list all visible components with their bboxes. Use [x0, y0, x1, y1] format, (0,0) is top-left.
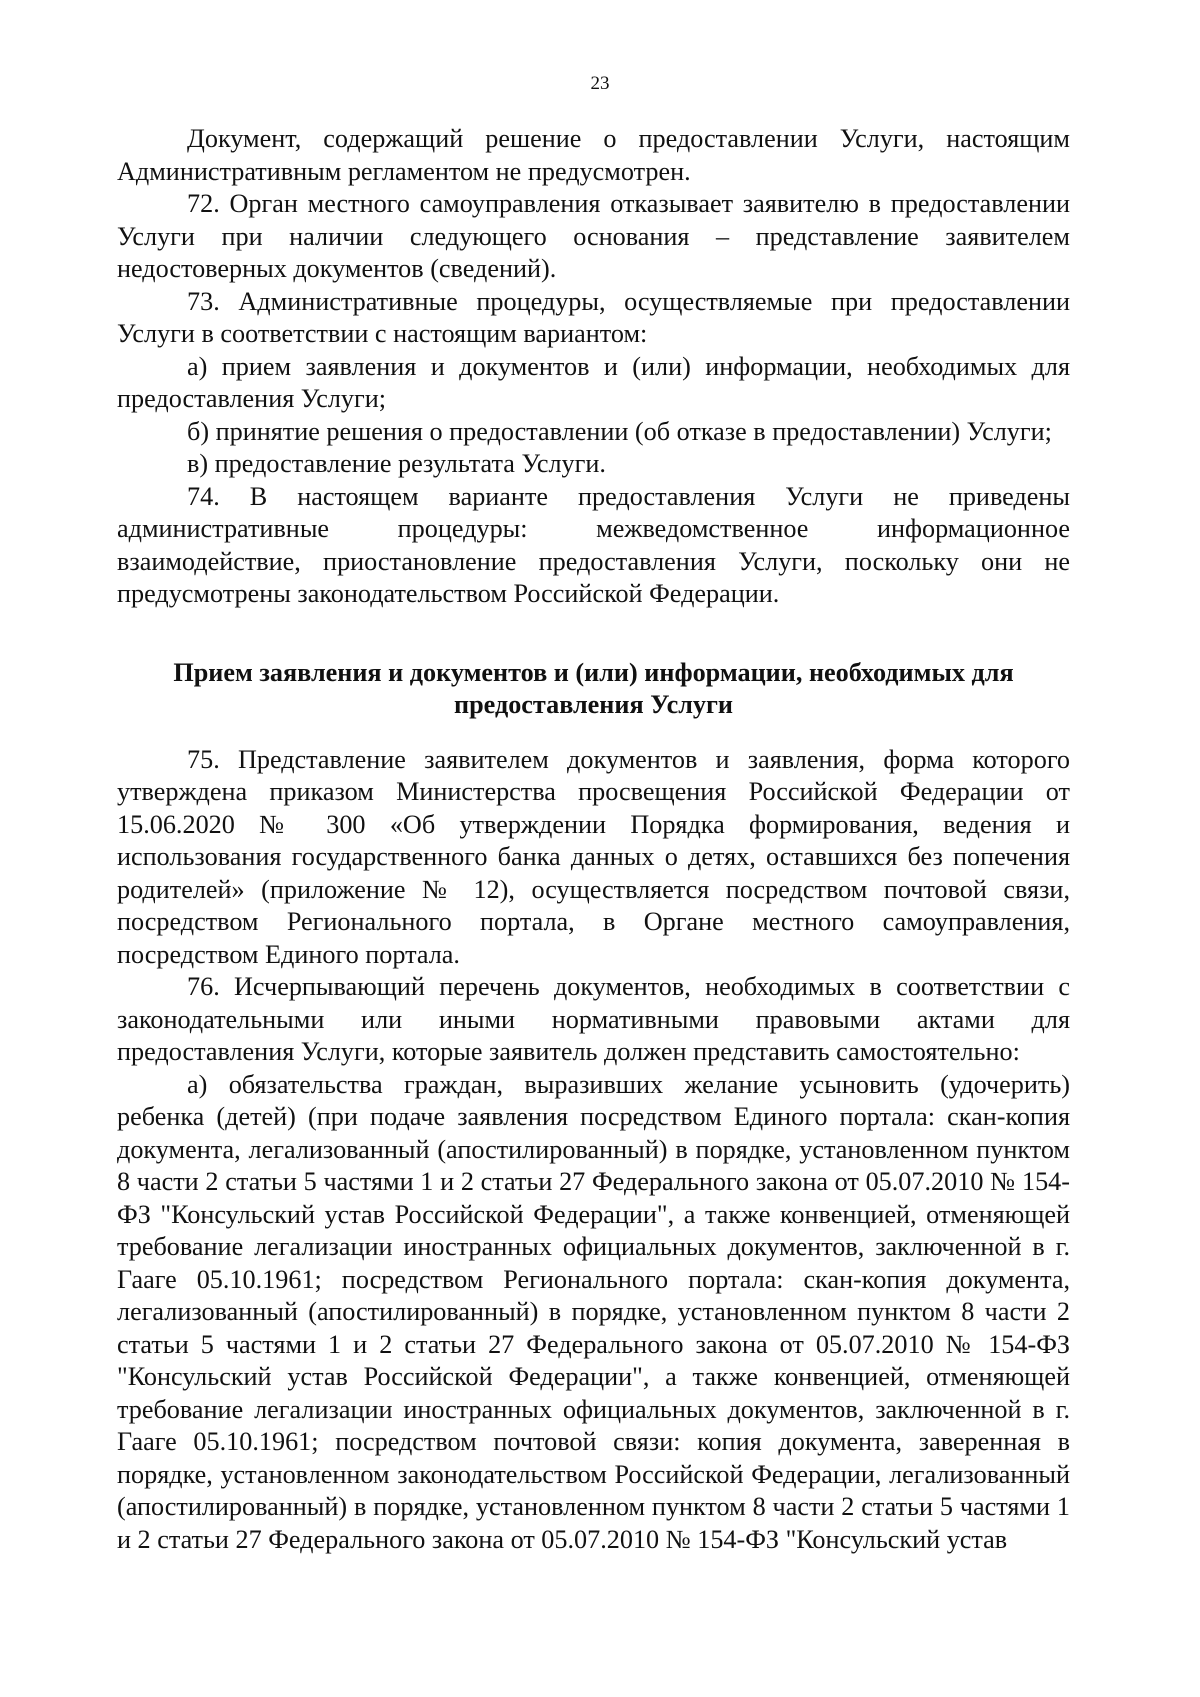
paragraph-75: 75. Представление заявителем документов и заявления, форма которого утверждена приказом Министерства просвещения Российской Федерации от 15.06.2020 № 300 «Об утверждении Порядка формирования, ведения и использования государственного банка данных о детях, оставшихся без попечения родителей» (приложение № 12), осуществляется посредством почтовой связи, посредством Регионального портала, в Органе местного самоуправления, посредством Единого портала. [117, 744, 1070, 969]
document-body [117, 123, 1070, 1556]
paragraph-72: 72. Орган местного самоуправления отказывает заявителю в предоставлении Услуги при наличии следующего основания – представление заявителем недостоверных документов (сведений). [117, 189, 1070, 283]
list-item-b: б) принятие решения о предоставлении (об отказе в предоставлении) Услуги; [187, 416, 1052, 446]
paragraph-76: 76. Исчерпывающий перечень документов, необходимых в соответствии с законодательными или иными нормативными правовыми актами для предоставления Услуги, которые заявитель должен представить самостоятельно: [117, 972, 1070, 1066]
page-number: 23 [590, 73, 610, 94]
list-item-v: в) предоставление результата Услуги. [187, 449, 606, 478]
list-item-76a: а) обязательства граждан, выразивших желание усыновить (удочерить) ребенка (детей) (при подаче заявления посредством Единого портала: скан-копия документа, легализованный (апостилированный) в порядке, установленном пунктом 8 части 2 статьи 5 частями 1 и 2 статьи 27 Федерального закона от 05.07.2010 № 154-ФЗ "Консульский устав Российской Федерации", а также конвенцией, отменяющей требование легализации иностранных официальных документов, заключенной в г. Гааге 05.10.1961; посредством Регионального портала: скан-копия документа, легализованный (апостилированный) в порядке, установленном пунктом 8 части 2 статьи 5 частями 1 и 2 статьи 27 Федерального закона от 05.07.2010 № 154-ФЗ "Консульский устав Российской Федерации", а также конвенцией, отменяющей требование легализации иностранных официальных документов, заключенной в г. Гааге 05.10.1961; посредством почтовой связи: копия документа, заверенная в порядке, установленном законодательством Российской Федерации, легализованный (апостилированный) в порядке, установленном пунктом 8 части 2 статьи 5 частями 1 и 2 статьи 27 Федерального закона от 05.07.2010 № 154-ФЗ "Консульский устав [117, 1069, 1070, 1554]
paragraph: Документ, содержащий решение о предоставлении Услуги, настоящим Административным регламентом не предусмотрен. [117, 124, 1070, 186]
paragraph-74: 74. В настоящем варианте предоставления Услуги не приведены административные процедуры: межведомственное информационное взаимодействие, приостановление предоставления Услуги, поскольку они не предусмотрены законодательством Российской Федерации. [117, 481, 1070, 608]
list-item-a: а) прием заявления и документов и (или) информации, необходимых для предоставления Услуги; [117, 351, 1070, 413]
paragraph-73: 73. Административные процедуры, осуществляемые при предоставлении Услуги в соответствии с настоящим вариантом: [117, 286, 1070, 348]
section-heading-line2: предоставления Услуги [454, 690, 733, 719]
section-heading [117, 657, 1070, 722]
section-heading-line1: Прием заявления и документов и (или) информации, необходимых для [173, 657, 1014, 687]
